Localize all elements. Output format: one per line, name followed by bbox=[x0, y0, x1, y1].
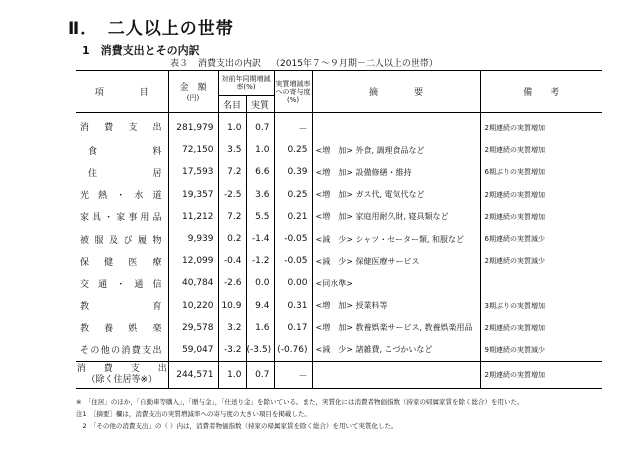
row-remarks: 3期ぶりの実質増加 bbox=[480, 295, 602, 317]
row-nominal: 1.0 bbox=[218, 362, 246, 389]
table-period: （2015年７～９月期－二人以上の世帯） bbox=[271, 59, 438, 69]
row-nominal: 10.9 bbox=[218, 295, 246, 317]
header-item: 項 目 bbox=[76, 71, 168, 113]
row-summary: <同水準> bbox=[312, 272, 480, 294]
table-row bbox=[76, 161, 602, 183]
header-nominal: 名目 bbox=[218, 96, 246, 113]
row-name: 消 費 支 出 （除く住居等※） bbox=[76, 362, 168, 389]
table-row bbox=[76, 295, 602, 317]
row-real: -1.4 bbox=[246, 228, 274, 250]
row-remarks: 2期連続の実質増加 bbox=[480, 139, 602, 161]
expenditure-table bbox=[76, 70, 602, 389]
row-remarks: 9期連続の実質減少 bbox=[480, 339, 602, 362]
table-row bbox=[76, 206, 602, 228]
notes bbox=[76, 396, 616, 432]
row-summary: <増 加> 外食, 調理食品など bbox=[312, 139, 480, 161]
row-name: 教育 bbox=[80, 302, 162, 313]
table-title: 消費支出の内訳 bbox=[198, 59, 262, 69]
row-real: (-3.5) bbox=[246, 339, 274, 362]
row-amount: 29,578 bbox=[168, 317, 218, 339]
row-contribution: － bbox=[274, 113, 312, 140]
row-nominal: 7.2 bbox=[218, 206, 246, 228]
section-heading: Ⅱ． 二人以上の世帯 bbox=[68, 19, 234, 39]
row-summary: <減 少> 諸雑費, こづかいなど bbox=[312, 339, 480, 362]
row-name: 家具・家事用品 bbox=[80, 213, 162, 224]
row-remarks bbox=[480, 272, 602, 294]
row-summary: <減 少> 保健医療サービス bbox=[312, 250, 480, 272]
row-name: 光熱・水道 bbox=[80, 191, 162, 202]
row-amount: 40,784 bbox=[168, 272, 218, 294]
row-nominal: -2.6 bbox=[218, 272, 246, 294]
row-contribution: (-0.76) bbox=[274, 339, 312, 362]
row-contribution: -0.05 bbox=[274, 228, 312, 250]
row-contribution: 0.39 bbox=[274, 161, 312, 183]
row-nominal: 0.2 bbox=[218, 228, 246, 250]
row-amount: 17,593 bbox=[168, 161, 218, 183]
header-summary: 摘 要 bbox=[312, 71, 480, 113]
row-nominal: 7.2 bbox=[218, 161, 246, 183]
row-nominal: -2.5 bbox=[218, 184, 246, 206]
row-contribution: － bbox=[274, 362, 312, 389]
row-real: 5.5 bbox=[246, 206, 274, 228]
row-name: 交通・通信 bbox=[80, 279, 162, 290]
row-remarks: 2期連続の実質増加 bbox=[480, 184, 602, 206]
table-row bbox=[76, 272, 602, 294]
row-contribution: -0.05 bbox=[274, 250, 312, 272]
header-amount: 金 額 (円) bbox=[168, 71, 218, 113]
row-nominal: -0.4 bbox=[218, 250, 246, 272]
table-row bbox=[76, 139, 602, 161]
row-name: 食料 bbox=[88, 146, 162, 157]
row-contribution: 0.25 bbox=[274, 139, 312, 161]
row-real: 9.4 bbox=[246, 295, 274, 317]
row-real: -1.2 bbox=[246, 250, 274, 272]
row-remarks: 2期連続の実質減少 bbox=[480, 250, 602, 272]
table-footer-row bbox=[76, 362, 602, 389]
table-body bbox=[76, 113, 602, 362]
header-real: 実質 bbox=[246, 96, 274, 113]
header-yoy: 対前年同期増減率(%) bbox=[218, 71, 274, 96]
row-remarks: 2期連続の実質増加 bbox=[480, 206, 602, 228]
row-nominal: 3.5 bbox=[218, 139, 246, 161]
row-real: 1.6 bbox=[246, 317, 274, 339]
table-row bbox=[76, 184, 602, 206]
row-remarks: 6期ぶりの実質増加 bbox=[480, 161, 602, 183]
table-row bbox=[76, 113, 602, 140]
row-remarks: 2期連続の実質増加 bbox=[480, 362, 602, 389]
row-real: 6.6 bbox=[246, 161, 274, 183]
table-caption bbox=[170, 56, 438, 69]
note-3: 2 「その他の消費支出」の（ ）内は，消費者物価指数（持家の帰属家賃を除く総合）を用いて実質化した。 bbox=[76, 422, 398, 430]
row-name: 教養娯楽 bbox=[80, 324, 162, 335]
row-amount: 59,047 bbox=[168, 339, 218, 362]
row-name: 保健医療 bbox=[80, 257, 162, 268]
row-name: その他の消費支出 bbox=[80, 346, 162, 357]
row-summary: <増 加> 家庭用耐久財, 寝具類など bbox=[312, 206, 480, 228]
row-real: 0.0 bbox=[246, 272, 274, 294]
row-summary: <増 加> ガス代, 電気代など bbox=[312, 184, 480, 206]
row-summary: <増 加> 教養娯楽サービス, 教養娯楽用品 bbox=[312, 317, 480, 339]
row-contribution: 0.25 bbox=[274, 184, 312, 206]
note-2: 注1 ［摘要］欄は，消費支出の実質増減率への寄与度の大きい項目を掲載した。 bbox=[76, 410, 311, 418]
note-1: ※ 「住居」のほか，「自動車等購入」，「贈与金」，「仕送り金」を除いている。また，実質化には消費者物価指数（持家の帰属家賃を除く総合）を用いた。 bbox=[76, 398, 524, 406]
row-amount: 10,220 bbox=[168, 295, 218, 317]
row-summary bbox=[312, 362, 480, 389]
row-nominal: 1.0 bbox=[218, 113, 246, 140]
row-nominal: 3.2 bbox=[218, 317, 246, 339]
row-amount: 281,979 bbox=[168, 113, 218, 140]
row-amount: 12,099 bbox=[168, 250, 218, 272]
row-summary: <増 加> 授業料等 bbox=[312, 295, 480, 317]
table-row bbox=[76, 339, 602, 362]
row-name: 住居 bbox=[88, 168, 162, 179]
row-nominal: -3.2 bbox=[218, 339, 246, 362]
row-real: 1.0 bbox=[246, 139, 274, 161]
row-amount: 9,939 bbox=[168, 228, 218, 250]
row-contribution: 0.17 bbox=[274, 317, 312, 339]
row-remarks: 2期連続の実質増加 bbox=[480, 317, 602, 339]
row-contribution: 0.21 bbox=[274, 206, 312, 228]
table-row bbox=[76, 228, 602, 250]
table-row bbox=[76, 317, 602, 339]
row-real: 3.6 bbox=[246, 184, 274, 206]
row-amount: 19,357 bbox=[168, 184, 218, 206]
subsection-heading: 1 消費支出とその内訳 bbox=[82, 44, 200, 57]
row-remarks: 2期連続の実質増加 bbox=[480, 113, 602, 140]
header-contribution: 実質増減率への寄与度(%) bbox=[274, 71, 312, 113]
row-real: 0.7 bbox=[246, 362, 274, 389]
row-summary bbox=[312, 113, 480, 140]
row-contribution: 0.31 bbox=[274, 295, 312, 317]
row-real: 0.7 bbox=[246, 113, 274, 140]
row-remarks: 6期連続の実質減少 bbox=[480, 228, 602, 250]
table-number: 表３ bbox=[170, 59, 189, 69]
row-contribution: 0.00 bbox=[274, 272, 312, 294]
row-name: 被服及び履物 bbox=[80, 235, 162, 246]
row-summary: <増 加> 設備修繕・維持 bbox=[312, 161, 480, 183]
header-remarks: 備 考 bbox=[480, 71, 602, 113]
row-amount: 244,571 bbox=[168, 362, 218, 389]
row-name: 消費支出 bbox=[80, 122, 162, 133]
row-summary: <減 少> シャツ・セーター類, 和服など bbox=[312, 228, 480, 250]
row-amount: 72,150 bbox=[168, 139, 218, 161]
table-row bbox=[76, 250, 602, 272]
row-amount: 11,212 bbox=[168, 206, 218, 228]
